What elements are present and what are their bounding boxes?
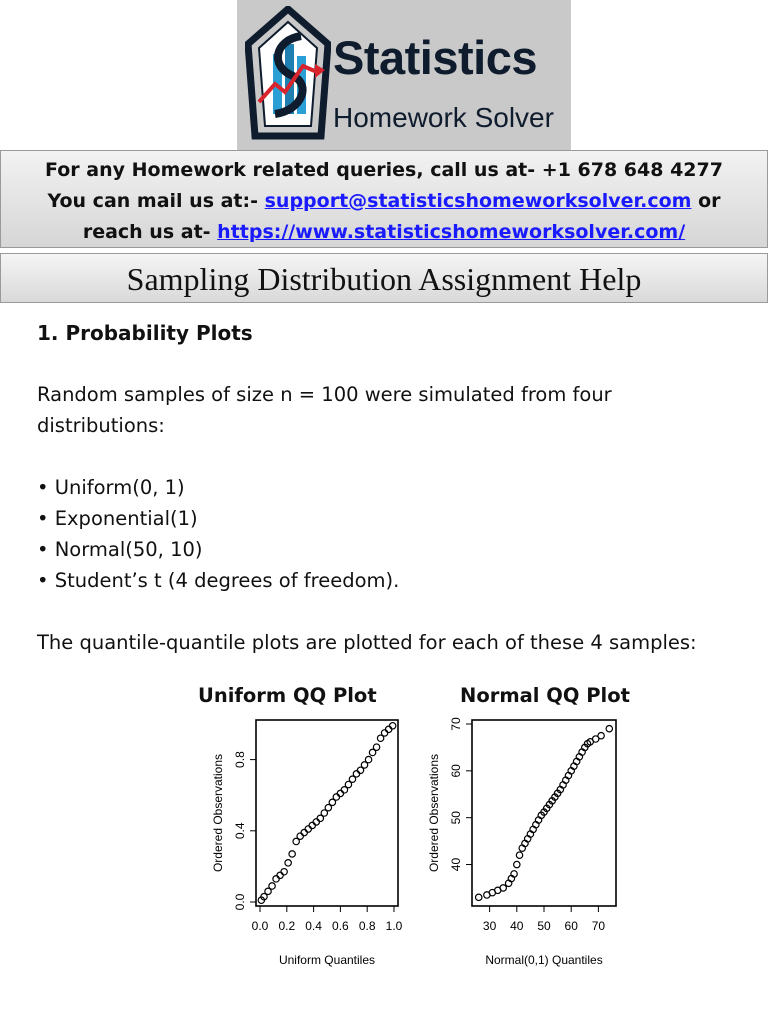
logo-title: Statistics — [333, 31, 537, 84]
data-point — [305, 826, 311, 832]
article-body — [37, 318, 747, 658]
x-tick-label: 40 — [510, 919, 524, 933]
contact-email-line — [1, 186, 767, 217]
data-point — [476, 894, 482, 900]
data-point — [500, 885, 506, 891]
data-point — [301, 829, 307, 835]
bullet-item: • Normal(50, 10) — [37, 538, 203, 561]
outro-paragraph: The quantile-quantile plots are plotted for each of these 4 samples: — [37, 631, 697, 654]
normal-qq-chart — [420, 712, 640, 1002]
y-axis-label: Ordered Observations — [427, 753, 441, 873]
email-suffix: or — [691, 190, 721, 212]
data-point — [297, 833, 303, 839]
y-tick-label: 40 — [449, 857, 463, 872]
data-point — [333, 794, 339, 800]
y-tick-label: 50 — [449, 811, 463, 825]
website-link[interactable]: https://www.statisticshomeworksolver.com/ — [217, 221, 686, 243]
x-tick-label: 0.8 — [358, 919, 376, 933]
y-axis-label: Ordered Observations — [211, 753, 225, 873]
y-tick-label: 70 — [449, 717, 463, 731]
x-tick-label: 70 — [591, 919, 606, 933]
website-prefix: reach us at- — [82, 221, 218, 243]
x-tick-label: 50 — [537, 919, 551, 933]
logo — [237, 0, 571, 150]
data-point — [353, 771, 359, 777]
data-point — [281, 869, 287, 875]
x-tick-label: 0.6 — [332, 919, 349, 933]
data-point — [381, 730, 387, 736]
data-point — [313, 819, 319, 825]
y-tick-label: 60 — [449, 764, 463, 778]
data-point — [337, 790, 343, 796]
x-axis-label: Uniform Quantiles — [278, 953, 376, 967]
data-point — [289, 851, 295, 857]
data-point — [598, 733, 604, 739]
data-point — [269, 883, 275, 889]
bullet-item: • Student’s t (4 degrees of freedom). — [37, 569, 400, 592]
logo-subtitle: Homework Solver — [333, 102, 554, 133]
contact-phone-line: For any Homework related queries, call us at- +1 678 648 4277 — [45, 159, 723, 181]
y-tick-label: 0.8 — [233, 751, 247, 768]
x-tick-label: 0.4 — [305, 919, 322, 933]
y-tick-label: 0.0 — [233, 893, 247, 911]
data-point — [309, 822, 315, 828]
page-title: Sampling Distribution Assignment Help — [0, 253, 768, 303]
normal-plot-title: Normal QQ Plot — [460, 684, 630, 707]
bullet-item: • Exponential(1) — [37, 507, 198, 530]
data-point — [285, 860, 291, 866]
uniform-qq-chart — [198, 712, 458, 1002]
x-tick-label: 30 — [482, 919, 497, 933]
contact-banner — [0, 150, 768, 248]
data-point — [273, 876, 279, 882]
y-tick-label: 0.4 — [233, 822, 247, 840]
contact-website-line — [1, 217, 767, 248]
data-point — [373, 744, 379, 750]
data-point — [516, 852, 522, 858]
section-heading: 1. Probability Plots — [37, 321, 253, 345]
data-point — [514, 861, 520, 867]
x-tick-label: 0.2 — [278, 919, 296, 933]
data-point — [365, 756, 371, 762]
email-link[interactable]: support@statisticshomeworksolver.com — [264, 190, 692, 212]
uniform-plot-title: Uniform QQ Plot — [198, 684, 377, 707]
data-point — [606, 725, 612, 731]
shield-chart-logo-icon — [245, 6, 331, 142]
data-point — [385, 726, 391, 732]
bullet-item: • Uniform(0, 1) — [37, 476, 185, 499]
data-point — [277, 872, 283, 878]
x-axis-label: Normal(0,1) Quantiles — [485, 953, 603, 967]
x-tick-label: 1.0 — [385, 919, 403, 933]
x-tick-label: 60 — [564, 919, 578, 933]
email-prefix: You can mail us at:- — [47, 190, 265, 212]
data-point — [389, 723, 395, 729]
intro-paragraph: Random samples of size n = 100 were simulated from four distributions: — [37, 383, 612, 437]
x-tick-label: 0.0 — [251, 919, 269, 933]
